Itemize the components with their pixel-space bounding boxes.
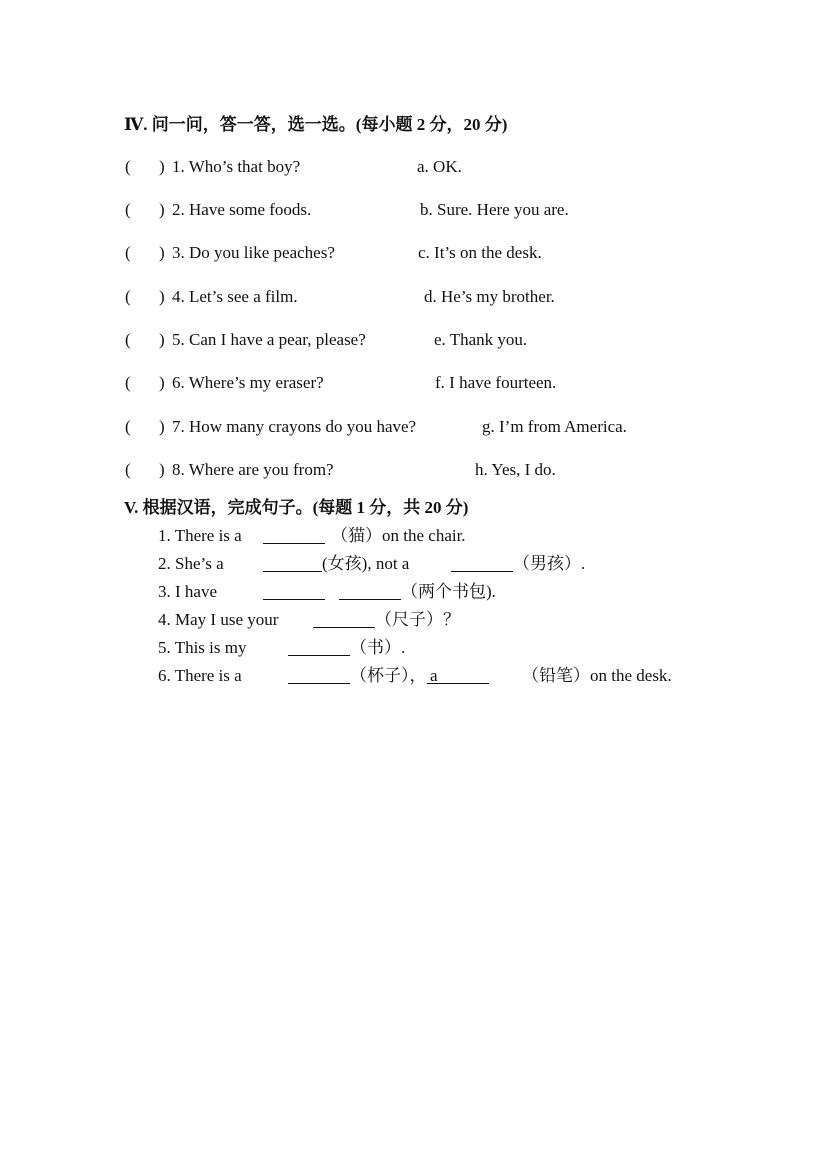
question-text: 4. Let’s see a film.	[172, 287, 298, 306]
answer-paren-open[interactable]: (	[125, 417, 131, 436]
answer-paren-open[interactable]: (	[125, 287, 131, 306]
answer-blank[interactable]	[263, 571, 322, 572]
answer-blank[interactable]	[263, 543, 325, 544]
answer-paren-open[interactable]: (	[125, 157, 131, 176]
answer-paren-close: )	[159, 460, 165, 479]
sentence-text: a	[430, 666, 438, 685]
sentence-text: （猫）on the chair.	[331, 526, 466, 545]
answer-paren-close: )	[159, 287, 165, 306]
answer-option: c. It’s on the desk.	[418, 243, 542, 262]
answer-option: f. I have fourteen.	[435, 373, 557, 392]
sentence-text: 1. There is a	[158, 526, 242, 545]
answer-blank[interactable]	[288, 683, 350, 684]
answer-option: b. Sure. Here you are.	[420, 200, 569, 219]
answer-option: e. Thank you.	[434, 330, 528, 349]
sentence-text: （杯子），	[350, 666, 427, 685]
answer-option: d. He’s my brother.	[424, 287, 555, 306]
answer-paren-close: )	[159, 373, 165, 392]
answer-paren-open[interactable]: (	[125, 243, 131, 262]
sentence-text: (女孩), not a	[322, 554, 410, 573]
question-text: 6. Where’s my eraser?	[172, 373, 324, 392]
answer-paren-close: )	[159, 330, 165, 349]
sentence-text: （尺子）？	[375, 610, 460, 629]
sentence-text: 3. I have	[158, 582, 218, 601]
answer-paren-close: )	[159, 157, 165, 176]
section-4-title: Ⅳ. 问一问，答一答，选一选。(每小题 2 分，20 分)	[124, 115, 508, 134]
answer-blank[interactable]	[263, 599, 325, 600]
question-text: 3. Do you like peaches?	[172, 243, 335, 262]
sentence-text: 5. This is my	[158, 638, 247, 657]
question-text: 1. Who’s that boy?	[172, 157, 301, 176]
sentence-text: （男孩）.	[513, 554, 586, 573]
answer-paren-open[interactable]: (	[125, 200, 131, 219]
sentence-text: （铅笔）on the desk.	[522, 666, 672, 685]
answer-paren-open[interactable]: (	[125, 460, 131, 479]
sentence-text: 6. There is a	[158, 666, 242, 685]
question-text: 2. Have some foods.	[172, 200, 312, 219]
answer-paren-close: )	[159, 417, 165, 436]
section-5-title: V. 根据汉语，完成句子。(每题 1 分，共 20 分)	[124, 498, 469, 517]
answer-paren-open[interactable]: (	[125, 373, 131, 392]
answer-blank[interactable]	[339, 599, 401, 600]
sentence-text: （书）.	[350, 638, 406, 657]
answer-option: a. OK.	[417, 157, 462, 176]
question-text: 8. Where are you from?	[172, 460, 334, 479]
sentence-text: 4. May I use your	[158, 610, 279, 629]
answer-blank[interactable]	[451, 571, 513, 572]
sentence-text: 2. She’s a	[158, 554, 224, 573]
answer-blank[interactable]	[288, 655, 350, 656]
answer-option: h. Yes, I do.	[475, 460, 556, 479]
answer-paren-close: )	[159, 200, 165, 219]
question-text: 5. Can I have a pear, please?	[172, 330, 366, 349]
answer-option: g. I’m from America.	[482, 417, 627, 436]
question-text: 7. How many crayons do you have?	[172, 417, 417, 436]
answer-blank[interactable]	[313, 627, 375, 628]
answer-paren-close: )	[159, 243, 165, 262]
answer-paren-open[interactable]: (	[125, 330, 131, 349]
sentence-text: （两个书包).	[401, 582, 496, 601]
